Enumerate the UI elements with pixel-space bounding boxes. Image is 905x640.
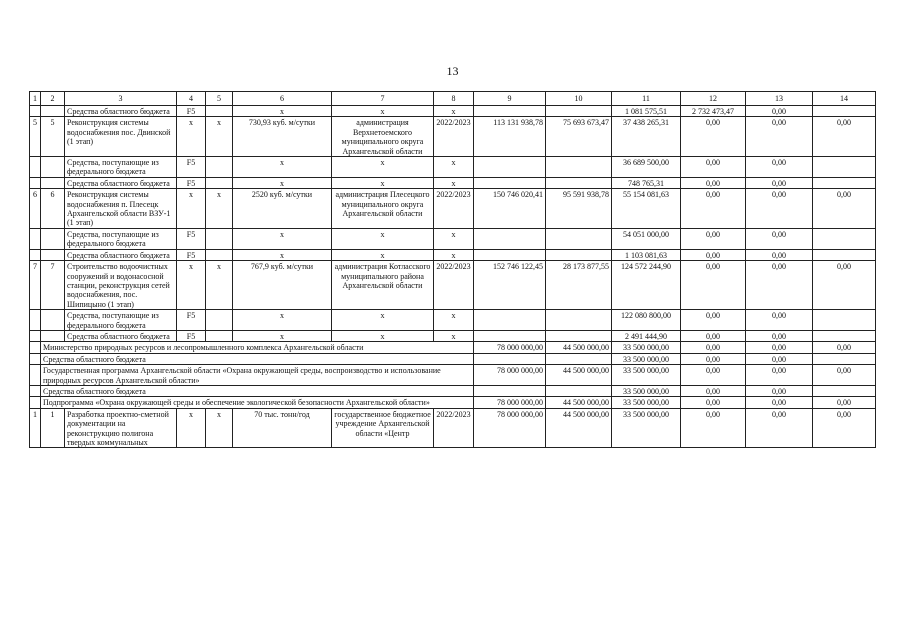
amount-cell: 0,00 [746, 106, 813, 117]
amount-cell: 0,00 [681, 117, 746, 157]
amount-cell [474, 249, 546, 260]
amount-cell: 0,00 [746, 385, 813, 396]
amount-cell: 0,00 [813, 117, 876, 157]
empty-cell [813, 353, 876, 364]
period-cell: x [434, 249, 474, 260]
amount-cell: 0,00 [681, 365, 746, 386]
amount-cell [474, 310, 546, 331]
amount-cell: 0,00 [681, 330, 746, 341]
amount-cell: 0,00 [746, 397, 813, 408]
object-number-cell [41, 249, 65, 260]
row-number-cell: 6 [30, 189, 41, 229]
marker-cell [206, 177, 233, 188]
amount-cell: 0,00 [746, 117, 813, 157]
amount-cell: 0,00 [681, 177, 746, 188]
amount-cell: 0,00 [681, 310, 746, 331]
table-row [30, 330, 876, 341]
amount-cell: 33 500 000,00 [612, 365, 681, 386]
amount-cell: 0,00 [746, 408, 813, 448]
amount-cell: 0,00 [681, 261, 746, 310]
amount-cell [813, 157, 876, 178]
amount-cell: 78 000 000,00 [474, 397, 546, 408]
amount-cell: 0,00 [746, 157, 813, 178]
header-cell: 5 [206, 92, 233, 106]
period-cell: x [434, 177, 474, 188]
object-number-cell: 1 [41, 408, 65, 448]
amount-cell: 0,00 [746, 342, 813, 353]
amount-cell: 124 572 244,90 [612, 261, 681, 310]
header-cell: 12 [681, 92, 746, 106]
amount-cell: 0,00 [681, 189, 746, 229]
amount-cell: 33 500 000,00 [612, 408, 681, 448]
description-cell: Средства областного бюджета [65, 106, 177, 117]
amount-cell: 0,00 [681, 228, 746, 249]
marker-cell [206, 157, 233, 178]
amount-cell: 0,00 [746, 365, 813, 386]
amount-cell: 0,00 [746, 353, 813, 364]
header-row [30, 92, 876, 106]
header-cell: 14 [813, 92, 876, 106]
marker-cell: x [206, 117, 233, 157]
amount-cell: 0,00 [746, 330, 813, 341]
object-number-cell: 7 [41, 261, 65, 310]
object-number-cell: 6 [41, 189, 65, 229]
ministry-row [30, 342, 876, 353]
header-cell: 9 [474, 92, 546, 106]
period-cell: 2022/2023 [434, 189, 474, 229]
amount-cell: 113 131 938,78 [474, 117, 546, 157]
period-cell: x [434, 228, 474, 249]
row-number-cell [30, 106, 41, 117]
page-number: 13 [446, 64, 459, 78]
header-cell: 1 [30, 92, 41, 106]
table-row [30, 157, 876, 178]
empty-cell [30, 397, 41, 408]
capacity-cell: x [233, 310, 332, 331]
amount-cell [813, 106, 876, 117]
amount-cell [474, 106, 546, 117]
header-cell: 7 [332, 92, 434, 106]
object-number-cell [41, 330, 65, 341]
amount-cell: 0,00 [746, 228, 813, 249]
customer-cell: администрация Котласского муниципального района Архангельской области [332, 261, 434, 310]
amount-cell: 152 746 122,45 [474, 261, 546, 310]
empty-cell [546, 385, 612, 396]
code-cell: F5 [177, 330, 206, 341]
amount-cell [546, 157, 612, 178]
amount-cell [474, 330, 546, 341]
row-number-cell: 1 [30, 408, 41, 448]
object-number-cell [41, 310, 65, 331]
row-number-cell: 5 [30, 117, 41, 157]
amount-cell: 0,00 [681, 157, 746, 178]
period-cell: x [434, 310, 474, 331]
table-row [30, 261, 876, 310]
object-number-cell [41, 177, 65, 188]
amount-cell: 33 500 000,00 [612, 353, 681, 364]
customer-cell: x [332, 228, 434, 249]
capacity-cell: x [233, 177, 332, 188]
capacity-cell: x [233, 249, 332, 260]
amount-cell: 37 438 265,31 [612, 117, 681, 157]
capacity-cell: x [233, 330, 332, 341]
description-cell: Средства областного бюджета [65, 249, 177, 260]
amount-cell: 54 051 000,00 [612, 228, 681, 249]
period-cell: 2022/2023 [434, 261, 474, 310]
code-cell: x [177, 408, 206, 448]
object-number-cell [41, 228, 65, 249]
empty-cell [30, 353, 41, 364]
header-cell: 8 [434, 92, 474, 106]
marker-cell [206, 310, 233, 331]
customer-cell: администрация Верхнетоемского муниципального округа Архангельской области [332, 117, 434, 157]
row-number-cell [30, 228, 41, 249]
period-cell: 2022/2023 [434, 117, 474, 157]
regional-budget-label: Средства областного бюджета [41, 353, 474, 364]
customer-cell: x [332, 310, 434, 331]
amount-cell: 0,00 [813, 397, 876, 408]
amount-cell: 78 000 000,00 [474, 365, 546, 386]
amount-cell [546, 249, 612, 260]
amount-cell [474, 228, 546, 249]
amount-cell: 44 500 000,00 [546, 365, 612, 386]
table-row [30, 310, 876, 331]
row-number-cell [30, 310, 41, 331]
period-cell: x [434, 106, 474, 117]
amount-cell [474, 157, 546, 178]
marker-cell [206, 249, 233, 260]
amount-cell: 44 500 000,00 [546, 342, 612, 353]
description-cell: Средства областного бюджета [65, 330, 177, 341]
capacity-cell: x [233, 157, 332, 178]
amount-cell: 122 080 800,00 [612, 310, 681, 331]
marker-cell [206, 106, 233, 117]
amount-cell: 0,00 [681, 353, 746, 364]
amount-cell [546, 177, 612, 188]
subprogram-row [30, 397, 876, 408]
amount-cell: 0,00 [813, 261, 876, 310]
marker-cell: x [206, 261, 233, 310]
customer-cell: администрация Плесецкого муниципального округа Архангельской области [332, 189, 434, 229]
regional-budget-row [30, 353, 876, 364]
empty-cell [30, 385, 41, 396]
period-cell: 2022/2023 [434, 408, 474, 448]
capacity-cell: x [233, 106, 332, 117]
amount-cell: 0,00 [681, 408, 746, 448]
code-cell: x [177, 117, 206, 157]
amount-cell: 33 500 000,00 [612, 397, 681, 408]
table-row [30, 249, 876, 260]
empty-cell [30, 342, 41, 353]
description-cell: Реконструкция системы водоснабжения пос. Двинской (1 этап) [65, 117, 177, 157]
amount-cell: 28 173 877,55 [546, 261, 612, 310]
marker-cell [206, 330, 233, 341]
amount-cell: 33 500 000,00 [612, 385, 681, 396]
state-program-label: Государственная программа Архангельской области «Охрана окружающей среды, воспроизводство и использование природных ресурсов Архангельской области» [41, 365, 474, 386]
code-cell: x [177, 261, 206, 310]
header-cell: 13 [746, 92, 813, 106]
capacity-cell: 730,93 куб. м/сутки [233, 117, 332, 157]
period-cell: x [434, 157, 474, 178]
object-number-cell [41, 106, 65, 117]
table-row [30, 117, 876, 157]
amount-cell: 0,00 [813, 189, 876, 229]
code-cell: F5 [177, 177, 206, 188]
amount-cell [546, 106, 612, 117]
amount-cell: 0,00 [813, 408, 876, 448]
amount-cell: 0,00 [681, 249, 746, 260]
row-number-cell [30, 157, 41, 178]
description-cell: Разработка проектно-сметной документации на реконструкцию полигона твердых коммунальных [65, 408, 177, 448]
empty-cell [546, 353, 612, 364]
object-number-cell: 5 [41, 117, 65, 157]
code-cell: F5 [177, 310, 206, 331]
empty-cell [813, 385, 876, 396]
amount-cell: 44 500 000,00 [546, 397, 612, 408]
amount-cell: 44 500 000,00 [546, 408, 612, 448]
amount-cell: 0,00 [746, 189, 813, 229]
amount-cell: 0,00 [813, 342, 876, 353]
capacity-cell: 767,9 куб. м/сутки [233, 261, 332, 310]
customer-cell: x [332, 106, 434, 117]
description-cell: Средства, поступающие из федерального бюджета [65, 228, 177, 249]
customer-cell: x [332, 330, 434, 341]
amount-cell [813, 310, 876, 331]
amount-cell: 33 500 000,00 [612, 342, 681, 353]
header-cell: 10 [546, 92, 612, 106]
amount-cell [813, 249, 876, 260]
row-number-cell [30, 330, 41, 341]
code-cell: F5 [177, 157, 206, 178]
amount-cell [474, 177, 546, 188]
state-program-row [30, 365, 876, 386]
amount-cell: 2 491 444,90 [612, 330, 681, 341]
amount-cell: 0,00 [813, 365, 876, 386]
description-cell: Средства, поступающие из федерального бюджета [65, 310, 177, 331]
amount-cell: 55 154 081,63 [612, 189, 681, 229]
row-number-cell: 7 [30, 261, 41, 310]
period-cell: x [434, 330, 474, 341]
table-row [30, 228, 876, 249]
regional-budget-label: Средства областного бюджета [41, 385, 474, 396]
capacity-cell: 70 тыс. тонн/год [233, 408, 332, 448]
object-number-cell [41, 157, 65, 178]
amount-cell [546, 330, 612, 341]
table-row [30, 106, 876, 117]
amount-cell: 0,00 [681, 385, 746, 396]
amount-cell: 1 081 575,51 [612, 106, 681, 117]
description-cell: Реконструкция системы водоснабжения п. Плесецк Архангельской области ВЗУ-1 (1 этап) [65, 189, 177, 229]
amount-cell: 95 591 938,78 [546, 189, 612, 229]
header-cell: 3 [65, 92, 177, 106]
amount-cell: 0,00 [746, 310, 813, 331]
row-number-cell [30, 249, 41, 260]
amount-cell [546, 228, 612, 249]
customer-cell: x [332, 157, 434, 178]
description-cell: Средства областного бюджета [65, 177, 177, 188]
customer-cell: государственное бюджетное учреждение Архангельской области «Центр [332, 408, 434, 448]
capacity-cell: 2520 куб. м/сутки [233, 189, 332, 229]
table-row [30, 177, 876, 188]
table-row [30, 408, 876, 448]
amount-cell: 36 689 500,00 [612, 157, 681, 178]
amount-cell [546, 310, 612, 331]
empty-cell [30, 365, 41, 386]
amount-cell: 748 765,31 [612, 177, 681, 188]
amount-cell: 78 000 000,00 [474, 408, 546, 448]
customer-cell: x [332, 249, 434, 260]
row-number-cell [30, 177, 41, 188]
marker-cell [206, 228, 233, 249]
amount-cell: 0,00 [746, 249, 813, 260]
amount-cell: 0,00 [746, 177, 813, 188]
empty-cell [474, 353, 546, 364]
budget-table [29, 91, 876, 448]
code-cell: F5 [177, 249, 206, 260]
marker-cell: x [206, 408, 233, 448]
subprogram-label: Подпрограмма «Охрана окружающей среды и обеспечение экологической безопасности Архангельской области» [41, 397, 474, 408]
amount-cell: 150 746 020,41 [474, 189, 546, 229]
amount-cell [813, 177, 876, 188]
description-cell: Строительство водоочистных сооружений и водонасосной станции, реконструкция сетей водоснабжения, пос. Шипицыно (1 этап) [65, 261, 177, 310]
table-row [30, 189, 876, 229]
amount-cell [813, 330, 876, 341]
description-cell: Средства, поступающие из федерального бюджета [65, 157, 177, 178]
header-cell: 4 [177, 92, 206, 106]
code-cell: x [177, 189, 206, 229]
amount-cell: 78 000 000,00 [474, 342, 546, 353]
header-cell: 2 [41, 92, 65, 106]
header-cell: 11 [612, 92, 681, 106]
capacity-cell: x [233, 228, 332, 249]
code-cell: F5 [177, 106, 206, 117]
ministry-label: Министерство природных ресурсов и лесопромышленного комплекса Архангельской области [41, 342, 474, 353]
customer-cell: x [332, 177, 434, 188]
code-cell: F5 [177, 228, 206, 249]
header-cell: 6 [233, 92, 332, 106]
amount-cell: 0,00 [681, 342, 746, 353]
amount-cell: 75 693 673,47 [546, 117, 612, 157]
amount-cell: 0,00 [681, 397, 746, 408]
amount-cell: 2 732 473,47 [681, 106, 746, 117]
empty-cell [474, 385, 546, 396]
amount-cell: 1 103 081,63 [612, 249, 681, 260]
marker-cell: x [206, 189, 233, 229]
regional-budget-row [30, 385, 876, 396]
amount-cell: 0,00 [746, 261, 813, 310]
amount-cell [813, 228, 876, 249]
